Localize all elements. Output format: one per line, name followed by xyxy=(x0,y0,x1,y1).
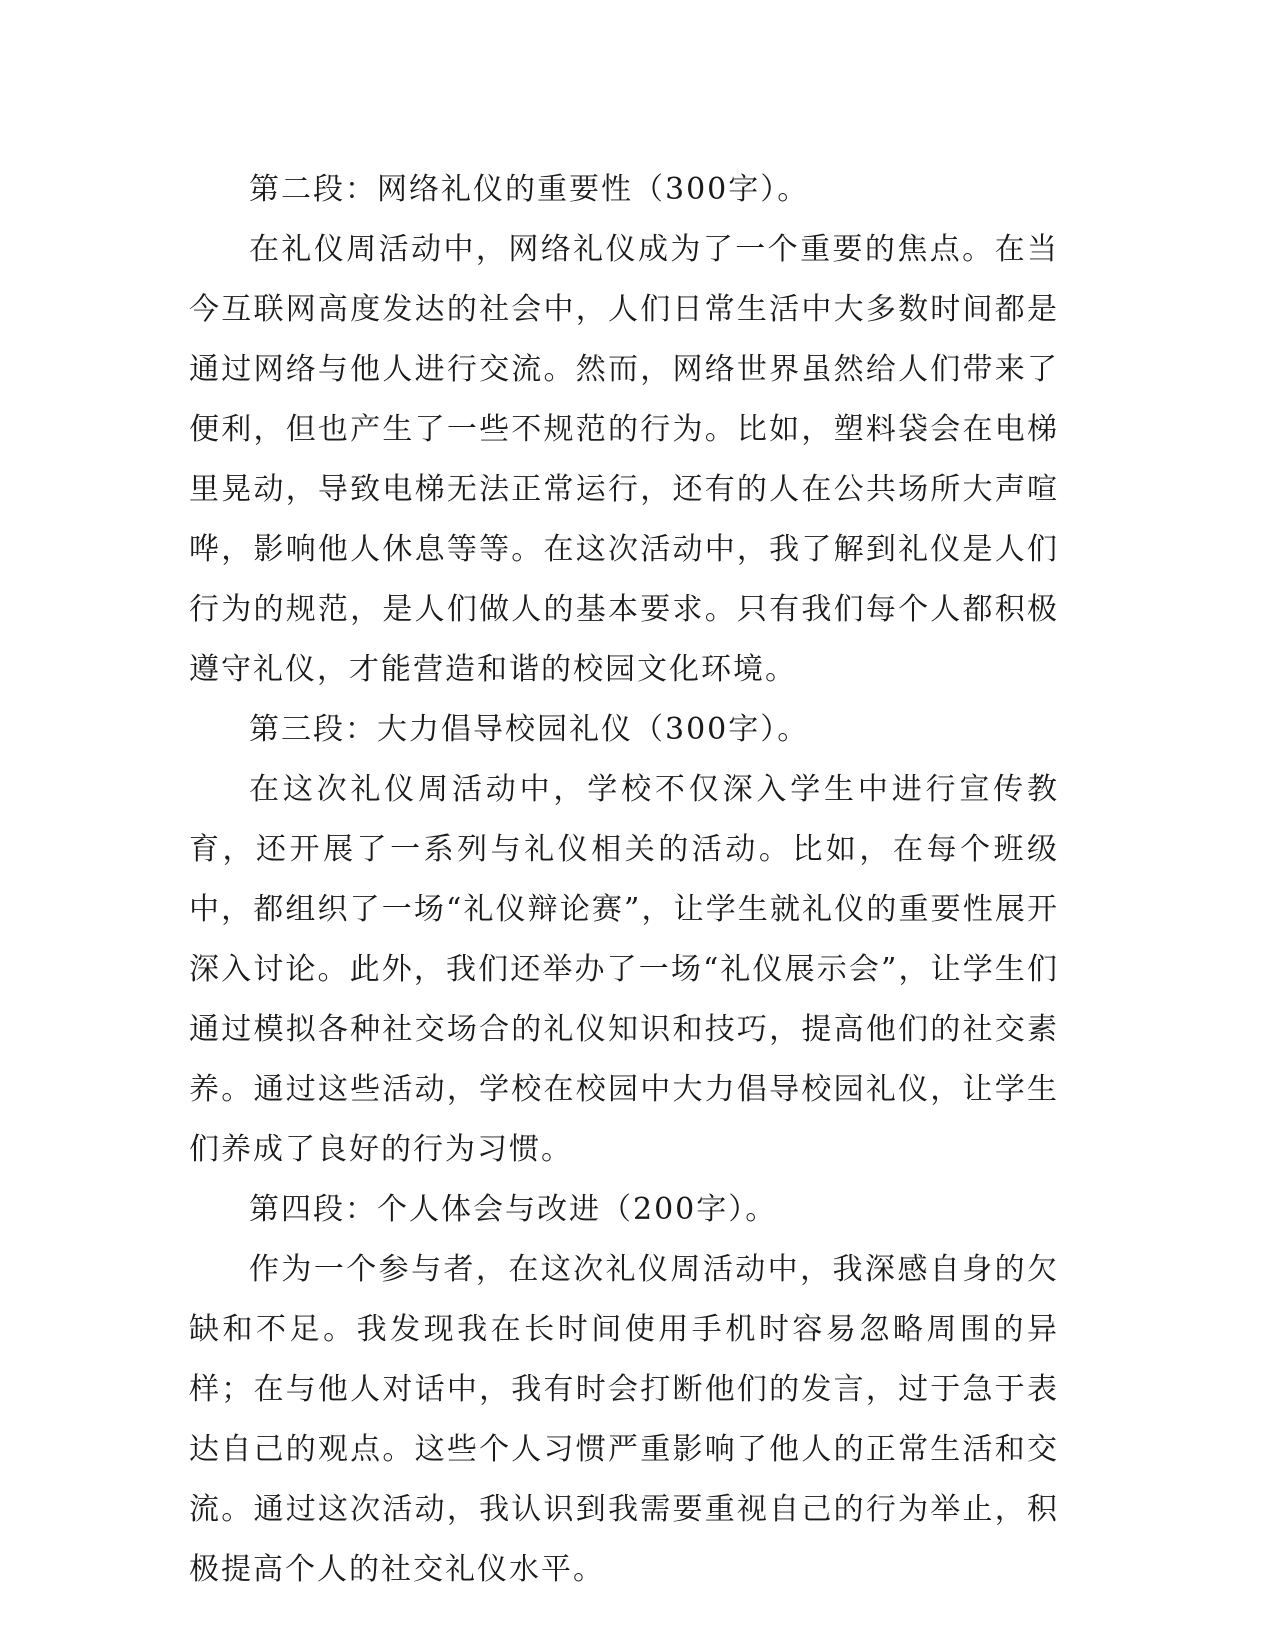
section-heading-4: 第四段：个人体会与改进（200字）。 xyxy=(249,1192,778,1227)
section-heading-3: 第三段：大力倡导校园礼仪（300字）。 xyxy=(249,712,810,747)
section-heading-2: 第二段：网络礼仪的重要性（300字）。 xyxy=(249,172,810,207)
section-paragraph-3: 在这次礼仪周活动中，学校不仅深入学生中进行宣传教育，还开展了一系列与礼仪相关的活动。比如，在每个班级中，都组织了一场“礼仪辩论赛”，让学生就礼仪的重要性展开深入讨论。此外，我们还举办了一场“礼仪展示会”，让学生们通过模拟各种社交场合的礼仪知识和技巧，提高他们的社交素养。通过这些活动，学校在校园中大力倡导校园礼仪，让学生们养成了良好的行为习惯。 xyxy=(189,772,1059,1167)
section-paragraph-2: 在礼仪周活动中，网络礼仪成为了一个重要的焦点。在当今互联网高度发达的社会中，人们日常生活中大多数时间都是通过网络与他人进行交流。然而，网络世界虽然给人们带来了便利，但也产生了一些不规范的行为。比如，塑料袋会在电梯里晃动，导致电梯无法正常运行，还有的人在公共场所大声喧哗，影响他人休息等等。在这次活动中，我了解到礼仪是人们行为的规范，是人们做人的基本要求。只有我们每个人都积极遵守礼仪，才能营造和谐的校园文化环境。 xyxy=(189,232,1059,687)
document-body xyxy=(189,160,1059,1600)
section-paragraph-4: 作为一个参与者，在这次礼仪周活动中，我深感自身的欠缺和不足。我发现我在长时间使用手机时容易忽略周围的异样；在与他人对话中，我有时会打断他们的发言，过于急于表达自己的观点。这些个人习惯严重影响了他人的正常生活和交流。通过这次活动，我认识到我需要重视自己的行为举止，积极提高个人的社交礼仪水平。 xyxy=(189,1252,1059,1587)
